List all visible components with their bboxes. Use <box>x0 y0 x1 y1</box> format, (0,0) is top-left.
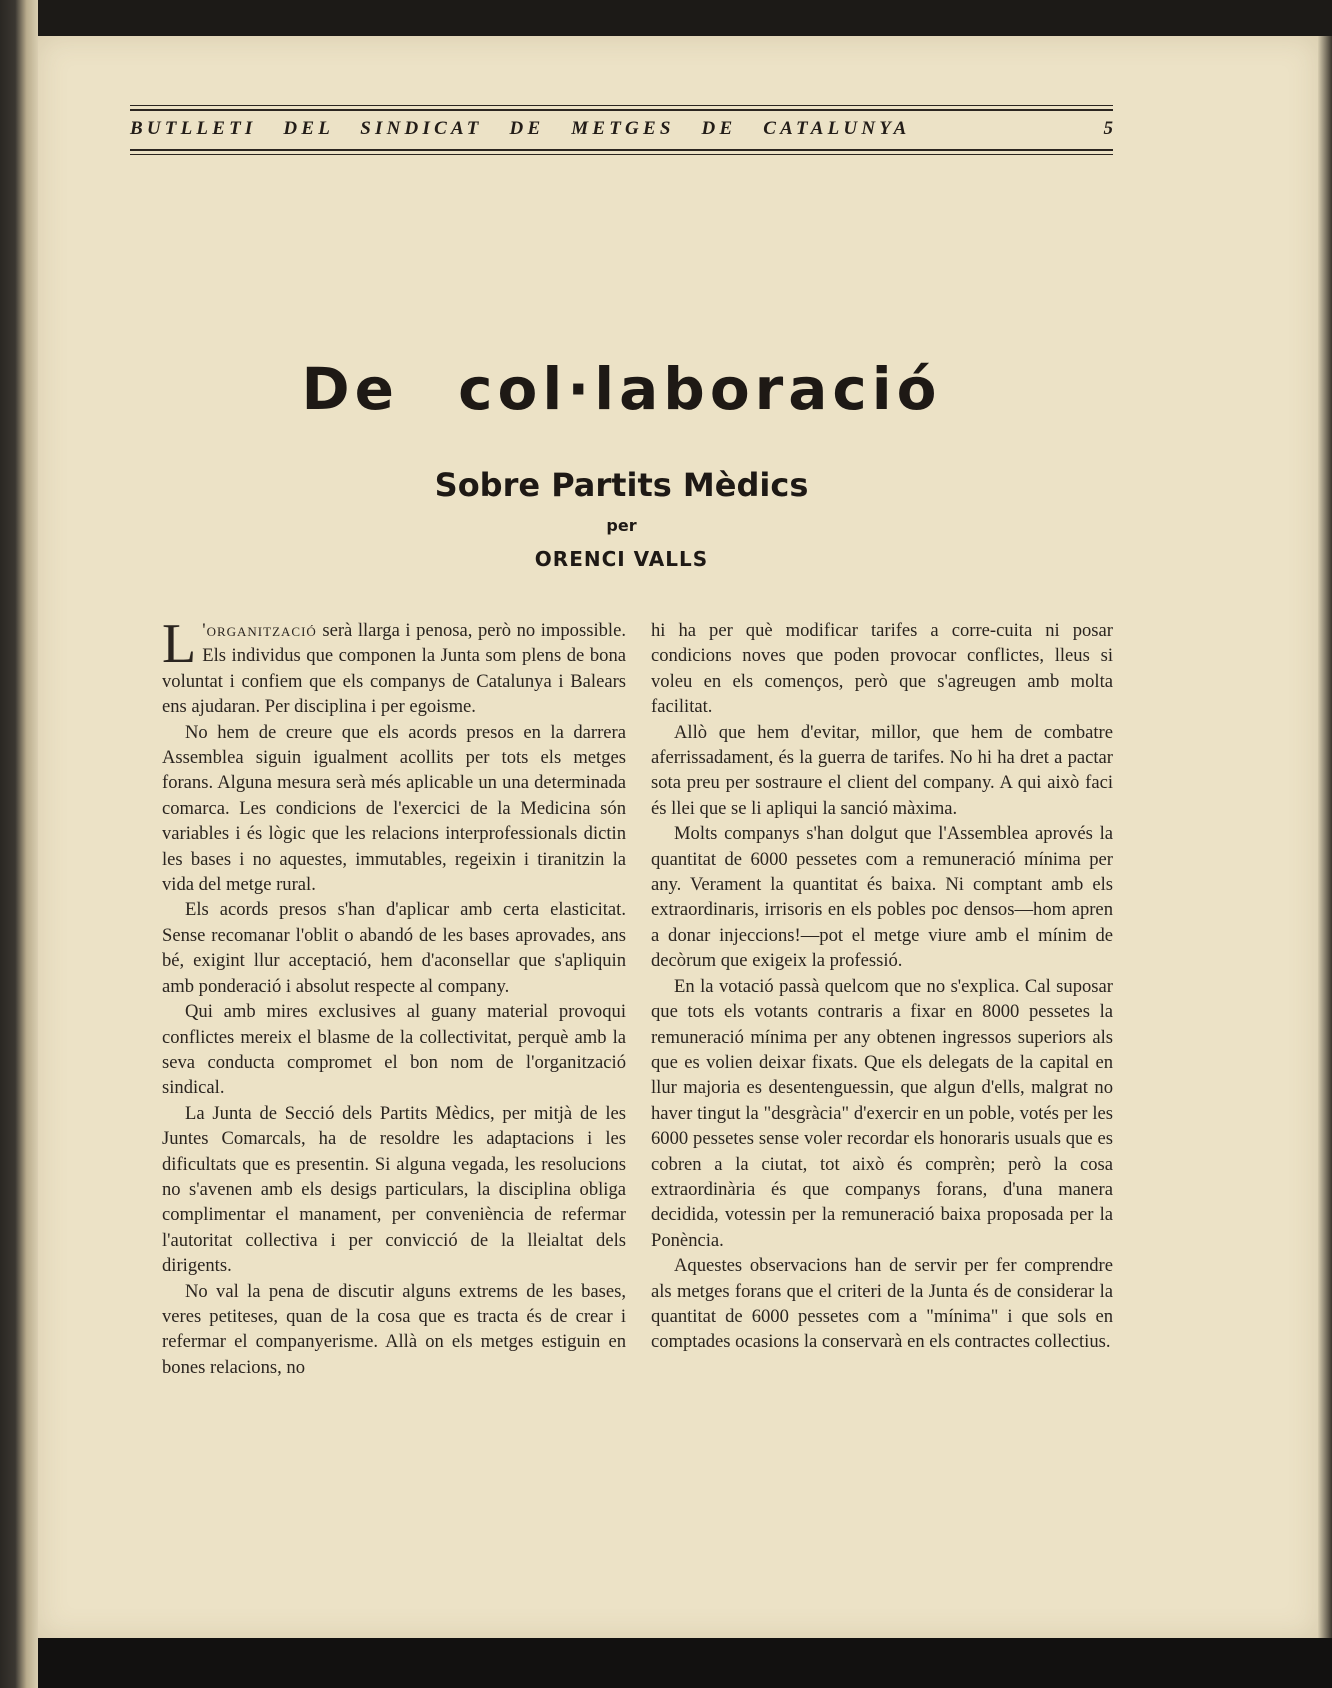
byline-prefix: per <box>606 516 637 535</box>
article-author: ORENCI VALLS <box>534 547 709 571</box>
paragraph: Els acords presos s'han d'aplicar amb certa elasticitat. Sense recomanar l'oblit o abandó de les bases aprovades, ans bé, exigint llur acceptació, hem d'aconsellar que s'apliquin amb ponderació i absolut respecte al company. <box>162 899 626 997</box>
paragraph: La Junta de Secció dels Partits Mèdics, per mitjà de les Juntes Comarcals, ha de resoldre les adaptacions i les dificultats que es presentin. Si alguna vegada, les resolucions no s'avenen amb els desigs particulars, la disciplina obliga complimentar el manament, per conveniència de refermar l'autoritat collectiva i per convicció de la lleialtat dels dirigents. <box>162 1102 626 1277</box>
binding-edge <box>0 0 38 1688</box>
paragraph: En la votació passà quelcom que no s'explica. Cal suposar que tots els votants contraris a fixar en 8000 pessetes la remuneració mínima per any obtenen ingressos superiors als que es volien deixar fixats. Que els delegats de la capital en llur majoria es desentenguessin, que algun d'ells, malgrat no haver tingut la "desgràcia" d'exercir en un poble, votés per les 6000 pessetes sense voler recordar els honoraris usuals que es cobren a la ciutat, tot això és comprèn; però la cosa extraordinària és que companys forans, d'una manera decidida, votessin per la remuneració baixa proposada per la Ponència. <box>651 975 1113 1251</box>
paragraph-text: serà llarga i penosa, però no impossible. Els individus que componen la Junta som plens de bona voluntat i confiem que els companys de Catalunya i Balears ens ajudaran. Per disciplina i per egoisme. <box>162 620 626 718</box>
page-number: 5 <box>1103 118 1113 139</box>
running-header <box>130 105 1113 155</box>
article-subtitle: Sobre Partits Mèdics <box>434 466 809 504</box>
paragraph: Qui amb mires exclusives al guany material provoqui conflictes mereix el blasme de la collectivitat, perquè amb la seva conducta compromet el bon nom de l'organització sindical. <box>162 1001 626 1099</box>
paragraph: No val la pena de discutir alguns extrems de les bases, veres petiteses, quan de la cosa que es tracta és de crear i refermar el companyerisme. Allà on els metges estiguin en bones relacions, no <box>162 1280 626 1378</box>
header-rule-bottom-thick <box>130 149 1113 151</box>
article-title: De col·laboració <box>301 355 942 423</box>
right-column <box>651 618 1113 1355</box>
header-rule-bottom <box>130 154 1113 155</box>
running-head-line <box>130 111 1113 146</box>
drop-cap: L <box>162 613 197 675</box>
paragraph: hi ha per què modificar tarifes a corre-cuita ni posar condicions noves que poden provocar conflictes, lleus si voleu en els començos, però que s'agreugen amb molta facilitat. <box>651 620 1113 718</box>
paragraph: Molts companys s'han dolgut que l'Assemblea aprovés la quantitat de 6000 pessetes com a remuneració mínima per any. Verament la quantitat és baixa. Ni comptant amb els extraordinaris, irrisoris en els pobles poc densos—hom apren a donar injeccions!—pot el metge viure amb el mínim de decòrum que exigeix la professió. <box>651 823 1113 972</box>
lead-smallcaps: 'organització <box>202 620 317 641</box>
paragraph: Allò que hem d'evitar, millor, que hem de combatre aferrissadament, és la guerra de tarifes. No hi ha dret a pactar sota preu per sostraure el client del company. A qui això faci és llei que se li apliqui la sanció màxima. <box>651 721 1113 819</box>
header-rule-top <box>130 105 1113 106</box>
scan-bottom-margin <box>38 1638 1332 1688</box>
paragraph: Aquestes observacions han de servir per fer comprendre als metges forans que el criteri de la Junta és de considerar la quantitat de 6000 pessetes com a "mínima" i que sols en comptades ocasions la conservarà en els contractes collectius. <box>651 1255 1113 1353</box>
journal-title: BUTLLETI DEL SINDICAT DE METGES DE CATALUNYA <box>130 118 911 139</box>
page-right-edge <box>1318 36 1332 1638</box>
paragraph: No hem de creure que els acords presos en la darrera Assemblea siguin igualment acollits per tots els metges forans. Alguna mesura serà més aplicable un una determinada comarca. Les condicions de l'exercici de la Medicina són variables i és lògic que les relacions interprofessionals dictin les bases i no aquestes, immutables, regeixin i tiranitzin la vida del metge rural. <box>162 721 626 896</box>
left-column <box>162 613 626 1380</box>
paragraph <box>162 613 626 720</box>
